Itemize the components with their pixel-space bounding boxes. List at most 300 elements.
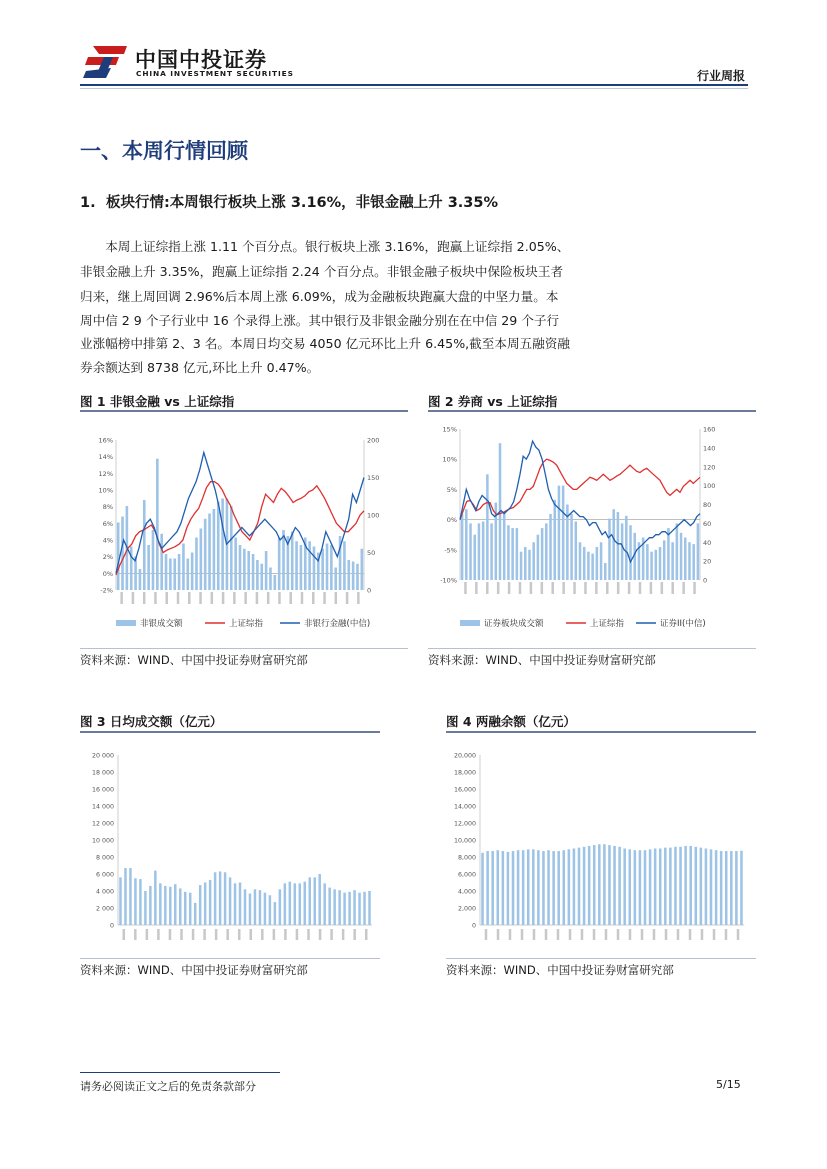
bar: [252, 554, 255, 590]
bar: [634, 850, 637, 925]
bar: [524, 547, 527, 580]
bar: [328, 888, 330, 925]
figure-4-top-rule: [446, 731, 756, 733]
bar: [503, 512, 506, 580]
bar: [482, 521, 485, 580]
legend-label: 上证综指: [590, 619, 625, 629]
bar: [139, 569, 142, 590]
bar: [629, 525, 632, 580]
bar: [169, 887, 171, 925]
figure-3-source: 资料来源：WIND、中国中投证券财富研究部: [80, 963, 308, 977]
legend-label: 证券板块成交额: [484, 619, 544, 629]
y-tick-label-left: 8%: [102, 503, 113, 512]
bar: [358, 893, 360, 925]
figure-4-source: 资料来源：WIND、中国中投证券财富研究部: [446, 963, 674, 977]
bar: [512, 851, 515, 925]
y-tick-label-right: 100: [703, 482, 716, 491]
bar: [621, 523, 624, 580]
bar: [368, 891, 370, 925]
paragraph-line: 周中信 2 9 个子行业中 16 个录得上涨。其中银行及非银金融分别在在中信 29 个子行: [80, 313, 560, 328]
bar: [705, 849, 708, 926]
bar: [710, 849, 713, 925]
bar: [481, 853, 484, 925]
bar: [583, 847, 586, 925]
bar: [583, 547, 586, 580]
bar: [156, 459, 159, 590]
y-tick-label-right: 160: [703, 425, 716, 434]
bar: [204, 883, 206, 926]
y-tick-label-left: 12%: [98, 469, 113, 478]
bar: [570, 514, 573, 580]
y-tick-label-right: 40: [703, 538, 712, 547]
bar: [219, 871, 221, 925]
bar: [700, 848, 703, 925]
bar: [522, 850, 525, 925]
y-tick-label: 6 000: [95, 871, 114, 879]
paragraph-line: 非银金融上升 3.35%，跑赢上证综指 2.24 个百分点。非银金融子板块中保险板块王者: [80, 264, 564, 279]
bar: [659, 547, 662, 580]
bar: [308, 541, 311, 590]
header-divider-thin: [80, 88, 748, 89]
bar: [164, 886, 166, 925]
bar: [517, 850, 520, 925]
bar: [191, 553, 194, 591]
subsection-text: 板块行情:本周银行板块上涨 3.16%，非银金融上升 3.35%: [106, 195, 499, 211]
bar: [549, 514, 552, 580]
bar: [608, 845, 611, 925]
bar: [143, 500, 146, 590]
bar: [152, 530, 155, 590]
y-tick-label-right: 0: [703, 576, 708, 585]
bar: [247, 551, 250, 590]
bar: [527, 849, 530, 925]
bar: [217, 502, 220, 591]
bar: [490, 523, 493, 580]
bar: [575, 521, 578, 580]
bar: [593, 845, 596, 925]
bar: [715, 850, 718, 925]
y-tick-label: 14 000: [91, 803, 114, 811]
bar: [256, 560, 259, 590]
figure-4-bottom-rule: [446, 958, 756, 959]
bar: [613, 846, 616, 925]
bar: [214, 872, 216, 925]
bar: [264, 893, 266, 925]
bar: [497, 850, 500, 925]
bar: [144, 891, 146, 925]
legend-label: 非银行金融(中信): [304, 619, 371, 629]
y-tick-label: 16 000: [91, 786, 114, 794]
y-tick-label-left: -5%: [444, 546, 457, 555]
bar: [588, 846, 591, 925]
bar: [260, 564, 263, 590]
y-tick-label-left: 0%: [102, 569, 113, 578]
bar: [562, 486, 565, 580]
bar: [259, 890, 261, 925]
bar: [234, 883, 236, 925]
bar: [129, 868, 131, 925]
bar: [671, 542, 674, 580]
bar: [695, 847, 698, 925]
bar: [213, 509, 216, 590]
y-tick-label-left: 15%: [442, 425, 457, 434]
bar: [353, 890, 355, 925]
paragraph-line: 券余额达到 8738 亿元,环比上升 0.47%。: [80, 360, 320, 375]
bar: [532, 849, 535, 925]
y-tick-label-right: 200: [367, 436, 380, 445]
bar: [199, 885, 201, 925]
bar: [600, 542, 603, 580]
y-tick-label-left: -10%: [440, 576, 457, 585]
bar: [186, 559, 189, 591]
figure-4-title: 图 4 两融余额（亿元）: [446, 714, 576, 729]
bar: [740, 851, 743, 925]
bar: [608, 519, 611, 580]
bar: [282, 530, 285, 590]
bar: [184, 892, 186, 925]
bar: [304, 882, 306, 925]
bar: [625, 516, 628, 580]
bar: [507, 525, 510, 580]
bar: [542, 851, 545, 925]
bar: [348, 892, 350, 925]
legend-swatch-bar: [116, 620, 136, 626]
bar: [511, 528, 514, 580]
bar: [234, 538, 237, 591]
bar: [541, 528, 544, 580]
bar: [194, 903, 196, 925]
bar: [646, 544, 649, 580]
bar: [650, 552, 653, 580]
bar: [667, 528, 670, 580]
bar: [124, 868, 126, 925]
bar: [300, 545, 303, 590]
bar: [596, 547, 599, 580]
legend-label: 证券II(中信): [660, 619, 706, 629]
y-tick-label: 20 000: [91, 752, 114, 760]
bar: [507, 852, 510, 925]
bar: [321, 549, 324, 590]
y-tick-label-left: 4%: [102, 536, 113, 545]
bar: [558, 486, 561, 580]
bar: [545, 523, 548, 580]
bar: [659, 849, 662, 926]
footer-disclaimer: 请务必阅读正文之后的免责条款部分: [80, 1080, 256, 1093]
bar: [674, 847, 677, 925]
bar: [221, 499, 224, 591]
y-tick-label: 16,000: [453, 786, 476, 794]
bar: [629, 849, 632, 925]
figure-2-source: 资料来源：WIND、中国中投证券财富研究部: [428, 653, 656, 667]
bar: [680, 533, 683, 580]
y-tick-label: 18,000: [453, 769, 476, 777]
y-tick-label: 4 000: [95, 888, 114, 896]
bar: [612, 509, 615, 580]
y-tick-label: 8 000: [95, 854, 114, 862]
bar: [623, 849, 626, 926]
bar: [119, 877, 121, 925]
bar: [473, 535, 476, 580]
y-tick-label-left: 5%: [446, 485, 457, 494]
bar: [649, 849, 652, 925]
legend-swatch-bar: [460, 620, 480, 626]
bar: [204, 519, 207, 590]
bar: [603, 844, 606, 925]
bar: [244, 889, 246, 925]
bar: [725, 851, 728, 925]
bar: [730, 851, 733, 925]
bar: [309, 877, 311, 925]
bar: [254, 889, 256, 925]
bar: [352, 562, 355, 591]
bar: [502, 851, 505, 925]
bar: [563, 850, 566, 925]
figure-1-top-rule: [80, 410, 408, 412]
bar: [469, 523, 472, 580]
figure-2-top-rule: [428, 410, 756, 412]
bar: [684, 846, 687, 925]
bar: [363, 892, 365, 925]
y-tick-label-right: 60: [703, 519, 712, 528]
bar: [182, 544, 185, 591]
bar: [323, 883, 325, 925]
bar: [269, 895, 271, 925]
bar: [265, 551, 268, 590]
section-title: 一、本周行情回顾: [80, 139, 248, 163]
bar: [334, 568, 337, 591]
bar: [579, 542, 582, 580]
y-tick-label-left: 6%: [102, 519, 113, 528]
bar: [284, 883, 286, 925]
bar: [361, 549, 364, 590]
bar: [134, 878, 136, 925]
bar: [338, 890, 340, 925]
bar: [299, 883, 301, 925]
bar: [587, 552, 590, 580]
bar: [578, 848, 581, 925]
y-tick-label: 0: [471, 922, 476, 930]
bar: [139, 879, 141, 925]
y-tick-label: 4,000: [457, 888, 476, 896]
figure-2-bottom-rule: [428, 648, 756, 649]
bar: [224, 872, 226, 925]
bar: [655, 550, 658, 580]
paragraph-line: 归来，继上周回调 2.96%后本周上涨 6.09%，成为金融板块跑赢大盘的中坚力量。本: [80, 289, 559, 304]
footer-divider: [80, 1072, 280, 1073]
bar: [692, 544, 695, 580]
bar: [688, 542, 691, 580]
y-tick-label: 6,000: [457, 871, 476, 879]
y-tick-label: 2 000: [95, 905, 114, 913]
bar: [165, 554, 168, 590]
bar: [478, 523, 481, 580]
bar: [159, 883, 161, 925]
bar: [557, 851, 560, 925]
y-tick-label-right: 80: [703, 501, 712, 509]
bar: [249, 894, 251, 925]
bar: [160, 534, 163, 590]
figure-3-chart: [80, 740, 380, 955]
y-tick-label: 12,000: [453, 820, 476, 828]
bar: [520, 552, 523, 580]
bar: [669, 848, 672, 925]
bar: [591, 554, 594, 580]
y-tick-label-right: 150: [367, 474, 380, 482]
bar: [229, 877, 231, 925]
bar: [239, 883, 241, 926]
bar: [189, 893, 191, 925]
bar: [343, 893, 345, 925]
y-tick-label: 2,000: [457, 905, 476, 913]
bar: [279, 889, 281, 925]
bar: [553, 500, 556, 580]
bar: [239, 545, 242, 590]
bar: [313, 877, 315, 925]
figure-2-chart: [428, 418, 756, 636]
bar: [294, 883, 296, 925]
bar: [491, 851, 494, 925]
brand-name-en: CHINA INVESTMENT SECURITIES: [136, 69, 294, 78]
bar: [230, 506, 233, 590]
bar: [326, 544, 329, 591]
report-type-label: 行业周报: [697, 69, 746, 83]
bar: [516, 528, 519, 580]
bar: [552, 851, 555, 925]
y-tick-label-left: -2%: [100, 586, 113, 595]
bar: [347, 560, 350, 590]
bar: [274, 902, 276, 925]
bar: [618, 847, 621, 925]
figure-3-top-rule: [80, 731, 380, 733]
y-tick-label: 18 000: [91, 769, 114, 777]
y-tick-label-right: 100: [367, 511, 380, 520]
brand-name-cn: 中国中投证券: [135, 48, 267, 72]
paragraph-line: 本周上证综指上涨 1.11 个百分点。银行板块上涨 3.16%，跑赢上证综指 2.05%、: [80, 239, 570, 254]
bar: [720, 851, 723, 925]
y-tick-label: 12 000: [91, 820, 114, 828]
bar: [318, 874, 320, 925]
bar: [604, 563, 607, 580]
subsection-number: 1.: [80, 195, 96, 211]
bar: [200, 529, 203, 591]
bar: [295, 541, 298, 590]
bar: [664, 848, 667, 925]
page-number: 5/15: [716, 1078, 741, 1091]
bar: [684, 538, 687, 580]
bar: [178, 554, 181, 590]
bar: [269, 568, 272, 591]
bar: [547, 850, 550, 925]
y-tick-label: 10 000: [91, 837, 114, 845]
bar: [537, 535, 540, 580]
y-tick-label-right: 120: [703, 463, 716, 472]
bar: [644, 850, 647, 925]
bar: [697, 523, 700, 580]
y-tick-label-left: 10%: [98, 486, 113, 495]
bar: [689, 846, 692, 925]
paragraph-line: 业涨幅榜中排第 2、3 名。本周日均交易 4050 亿元环比上升 6.45%,截至本周五融资融: [80, 336, 570, 351]
bar: [654, 849, 657, 926]
bar: [209, 880, 211, 925]
company-logo-icon: [83, 44, 129, 78]
figure-1-bottom-rule: [80, 648, 408, 649]
bar: [465, 509, 468, 580]
bar: [461, 514, 464, 580]
bar: [195, 538, 198, 591]
y-tick-label: 20,000: [453, 752, 476, 760]
legend-label: 上证综指: [229, 619, 264, 629]
y-tick-label: 10,000: [453, 837, 476, 845]
bar: [173, 559, 176, 591]
bar: [147, 545, 150, 590]
bar: [174, 884, 176, 925]
bar: [676, 523, 679, 580]
bar: [573, 849, 576, 926]
legend-label: 非银成交额: [140, 619, 183, 629]
bar: [278, 538, 281, 591]
figure-3-title: 图 3 日均成交额（亿元）: [80, 714, 223, 729]
y-tick-label-right: 50: [367, 549, 376, 557]
bar: [639, 850, 642, 925]
bar: [330, 545, 333, 590]
bar: [333, 889, 335, 925]
y-tick-label-left: 0%: [446, 516, 457, 525]
bar: [130, 547, 133, 591]
y-tick-label-right: 140: [703, 444, 716, 453]
bar: [289, 882, 291, 925]
figure-1-source: 资料来源：WIND、中国中投证券财富研究部: [80, 653, 308, 667]
bar: [154, 871, 156, 925]
bar: [679, 847, 682, 925]
bar: [179, 888, 181, 925]
bar: [313, 547, 316, 591]
bar: [343, 541, 346, 590]
bar: [208, 514, 211, 591]
y-tick-label: 14,000: [453, 803, 476, 811]
bar: [356, 564, 359, 590]
bar: [598, 844, 601, 925]
y-tick-label: 0: [109, 922, 114, 930]
bar: [169, 559, 172, 591]
bar: [291, 532, 294, 591]
bar: [274, 575, 277, 590]
figure-1-chart: [80, 418, 408, 636]
y-tick-label-left: 14%: [98, 453, 113, 462]
figure-2-title: 图 2 券商 vs 上证综指: [428, 394, 558, 409]
figure-3-bottom-rule: [80, 958, 380, 959]
header-divider: [80, 84, 748, 86]
y-tick-label: 8,000: [457, 854, 476, 862]
y-tick-label-left: 16%: [98, 436, 113, 445]
y-tick-label-right: 20: [703, 557, 712, 566]
bar: [532, 542, 535, 580]
bar: [121, 517, 124, 591]
bar: [528, 550, 531, 580]
bar: [663, 540, 666, 580]
bar: [617, 512, 620, 580]
bar: [486, 851, 489, 925]
bar: [486, 474, 489, 580]
figure-4-chart: [446, 740, 756, 955]
y-tick-label-right: 0: [367, 586, 372, 595]
figure-1-title: 图 1 非银金融 vs 上证综指: [80, 394, 235, 409]
bar: [537, 850, 540, 925]
bar: [117, 523, 120, 591]
y-tick-label-left: 10%: [442, 455, 457, 464]
bar: [568, 849, 571, 925]
y-tick-label-left: 2%: [102, 553, 113, 562]
subsection-title: [80, 191, 498, 212]
